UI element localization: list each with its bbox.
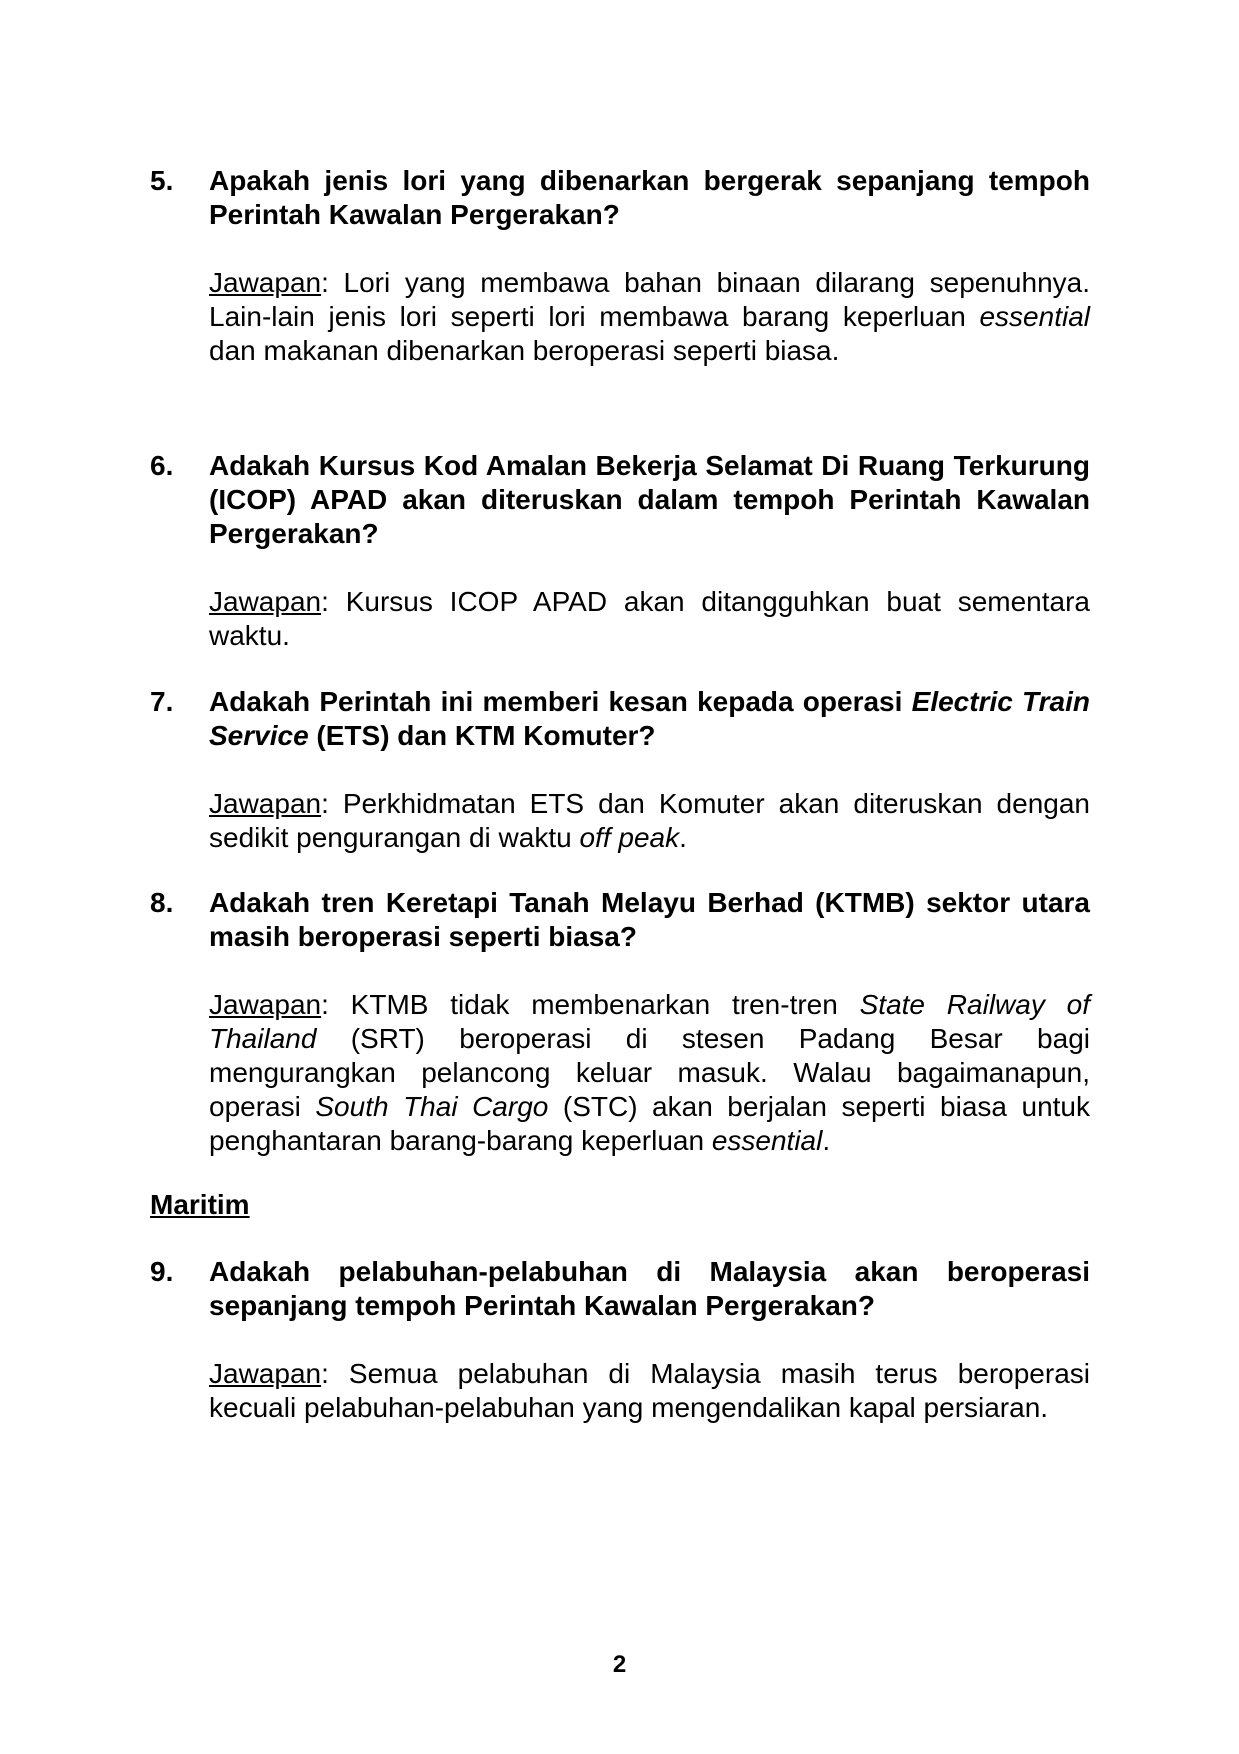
question-text: Adakah Perintah ini memberi kesan kepada operasi Electric Train Service (ETS) dan KTM Komuter? bbox=[209, 686, 1090, 751]
answer-label: Jawapan bbox=[209, 267, 322, 298]
answer-text: Jawapan: Kursus ICOP APAD akan ditangguhkan buat sementara waktu. bbox=[209, 586, 1090, 651]
question-number: 8. bbox=[150, 887, 174, 918]
answer-label: Jawapan bbox=[209, 1358, 322, 1389]
section-heading-maritim: Maritim bbox=[150, 1189, 250, 1220]
answer-text: Jawapan: KTMB tidak membenarkan tren-tren State Railway of Thailand (SRT) beroperasi di stesen Padang Besar bagi mengurangkan pelancong keluar masuk. Walau bagaimanapun, operasi South Thai Cargo (STC) akan berjalan seperti biasa untuk penghantaran barang-barang keperluan essential. bbox=[209, 989, 1090, 1156]
answer-label: Jawapan bbox=[209, 586, 322, 617]
question-number: 7. bbox=[150, 686, 174, 717]
faq-item-7 bbox=[150, 685, 1090, 855]
question-number: 5. bbox=[150, 165, 174, 196]
page-number: 2 bbox=[612, 1651, 627, 1678]
answer-text: Jawapan: Semua pelabuhan di Malaysia masih terus beroperasi kecuali pelabuhan-pelabuhan yang mengendalikan kapal persiaran. bbox=[209, 1358, 1090, 1423]
question-text: Adakah Kursus Kod Amalan Bekerja Selamat Di Ruang Terkurung (ICOP) APAD akan diteruskan dalam tempoh Perintah Kawalan Pergerakan? bbox=[209, 450, 1090, 549]
faq-item-8 bbox=[150, 886, 1090, 1158]
question-number: 9. bbox=[150, 1256, 174, 1287]
faq-item-5 bbox=[150, 164, 1090, 368]
answer-label: Jawapan bbox=[209, 788, 322, 819]
answer-text: Jawapan: Lori yang membawa bahan binaan dilarang sepenuhnya. Lain-lain jenis lori seperti lori membawa barang keperluan essential dan makanan dibenarkan beroperasi seperti biasa. bbox=[209, 267, 1090, 366]
answer-label: Jawapan bbox=[209, 989, 322, 1020]
question-number: 6. bbox=[150, 450, 174, 481]
question-text: Adakah pelabuhan-pelabuhan di Malaysia akan beroperasi sepanjang tempoh Perintah Kawalan Pergerakan? bbox=[209, 1256, 1090, 1321]
faq-item-6 bbox=[150, 449, 1090, 653]
answer-text: Jawapan: Perkhidmatan ETS dan Komuter akan diteruskan dengan sedikit pengurangan di waktu off peak. bbox=[209, 788, 1090, 853]
question-text: Adakah tren Keretapi Tanah Melayu Berhad (KTMB) sektor utara masih beroperasi seperti biasa? bbox=[209, 887, 1090, 952]
faq-item-9 bbox=[150, 1255, 1090, 1425]
question-text: Apakah jenis lori yang dibenarkan bergerak sepanjang tempoh Perintah Kawalan Pergerakan? bbox=[209, 165, 1090, 230]
